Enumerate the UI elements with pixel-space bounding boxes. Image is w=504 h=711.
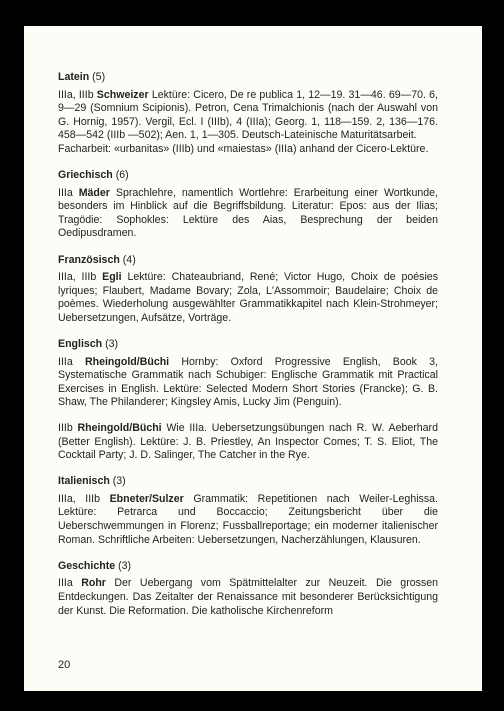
class-label: IIIa bbox=[58, 355, 73, 368]
course-text: Der Uebergang vom Spätmittelalter zur Neuzeit. Die grossen Entdeckungen. Das Zeitalter der Renaissance mit besonderer Berücksichtigung der Kunst. Die Reformation. Die katholische Kirchenreform bbox=[58, 577, 438, 617]
class-label: IIIa, IIIb bbox=[58, 88, 94, 101]
course-paragraph bbox=[58, 356, 438, 410]
section-title: Latein bbox=[58, 71, 90, 83]
section-heading bbox=[58, 71, 438, 85]
section-hours: (4) bbox=[122, 253, 136, 266]
document-page bbox=[24, 26, 482, 691]
page-content bbox=[58, 71, 438, 631]
section-title: Italienisch bbox=[58, 475, 110, 488]
section-latein bbox=[58, 71, 438, 157]
teacher-name: Egli bbox=[102, 271, 122, 284]
section-heading bbox=[58, 560, 438, 574]
section-title: Englisch bbox=[58, 338, 103, 350]
course-text: Facharbeit: «urbanitas» (IIIb) und «maiestas» (IIIa) anhand der Cicero-Lektüre. bbox=[58, 142, 429, 155]
section-hours: (3) bbox=[112, 475, 126, 488]
class-label: IIIa bbox=[58, 186, 73, 199]
teacher-name: Rheingold/Büchi bbox=[84, 355, 170, 368]
section-title: Griechisch bbox=[58, 169, 113, 182]
course-text: Sprachlehre, namentlich Wortlehre: Erarbeitung einer Wortkunde, besonders im Hinblick auf die Begriffsbildung. Literatur: Epos: aus der Ilias; Tragödie: Sophokles: Lektüre des Aias, Besprechung der beiden Oedipusdramen. bbox=[58, 186, 438, 240]
teacher-name: Rheingold/Büchi bbox=[77, 421, 162, 434]
section-hours: (3) bbox=[118, 559, 132, 572]
class-label: IIIa bbox=[58, 577, 73, 590]
teacher-name: Rohr bbox=[81, 577, 106, 590]
section-geschichte bbox=[58, 560, 438, 618]
section-heading bbox=[58, 338, 438, 352]
section-title: Geschichte bbox=[58, 559, 116, 572]
course-text: Lektüre: Chateaubriand, René; Victor Hugo, Choix de poésies lyriques; Flaubert, Madame Bovary; Zola, L'Assommoir; Baudelaire; Choix de poèmes. Wiederholung ausgewählter Grammatikkapitel nach Klein-Strohmeyer; Uebersetzungen, Aufsätze, Vorträge. bbox=[58, 271, 438, 324]
section-franzoesisch bbox=[58, 254, 438, 326]
course-paragraph bbox=[58, 422, 438, 463]
course-text: Hornby: Oxford Progressive English, Book 3, Systematische Grammatik nach Schubiger: Englische Grammatik mit Practical Exercises in English. Lektüre: Selected Modern Short Stories (Francke); G. B. Shaw, The Philanderer; Kingsley Amis, Lucky Jim (Penguin). bbox=[58, 355, 438, 409]
course-paragraph bbox=[58, 143, 438, 157]
course-text: Lektüre: Cicero, De re publica 1, 12—19. 31—46. 69—70. 6, 9—29 (Somnium Scipionis). Petron, Cena Trimalchionis (nach der Auswahl von G. Hornig, 1957). Vergil, Ecl. I (IIIb), 4 (IIIa); Georg. 1, 118—159. 2, 136—176. 458—542 (IIIb —502); Aen. 1, 1—305. Deutsch-Lateinische Maturitätsarbeit. bbox=[58, 88, 438, 142]
section-griechisch bbox=[58, 169, 438, 241]
teacher-name: Ebneter/Sulzer bbox=[109, 492, 184, 505]
section-englisch bbox=[58, 338, 438, 463]
teacher-name: Schweizer bbox=[96, 88, 149, 101]
course-paragraph bbox=[58, 577, 438, 618]
section-hours: (3) bbox=[105, 338, 119, 350]
page-number: 20 bbox=[58, 659, 71, 671]
section-heading bbox=[58, 475, 438, 489]
teacher-name: Mäder bbox=[78, 186, 110, 199]
course-paragraph bbox=[58, 271, 438, 325]
course-text: Wie IIIa. Uebersetzungsübungen nach R. W. Aeberhard (Better English). Lektüre: J. B. Priestley, An Inspector Comes; T. S. Eliot, The Cocktail Party; J. D. Salinger, The Catcher in the Rye. bbox=[58, 421, 438, 462]
class-label: IIIb bbox=[58, 421, 73, 434]
class-label: IIIa, IIIb bbox=[58, 492, 100, 505]
course-text: Grammatik: Repetitionen nach Weiler-Leghissa. Lektüre: Petrarca und Boccaccio; Zeitungsbericht über die Ueberschwemmungen in Florenz; Fussballreportage; ein moderner italienischer Roman. Schriftliche Arbeiten: Uebersetzungen, Nacherzählungen, Klausuren. bbox=[58, 492, 438, 546]
section-hours: (6) bbox=[115, 169, 129, 182]
course-paragraph bbox=[58, 187, 438, 241]
section-title: Französisch bbox=[58, 253, 120, 266]
class-label: IIIa, IIIb bbox=[58, 271, 97, 284]
section-hours: (5) bbox=[92, 71, 106, 83]
section-italienisch bbox=[58, 475, 438, 547]
course-paragraph bbox=[58, 493, 438, 547]
section-heading bbox=[58, 254, 438, 268]
course-paragraph bbox=[58, 89, 438, 143]
section-heading bbox=[58, 169, 438, 183]
